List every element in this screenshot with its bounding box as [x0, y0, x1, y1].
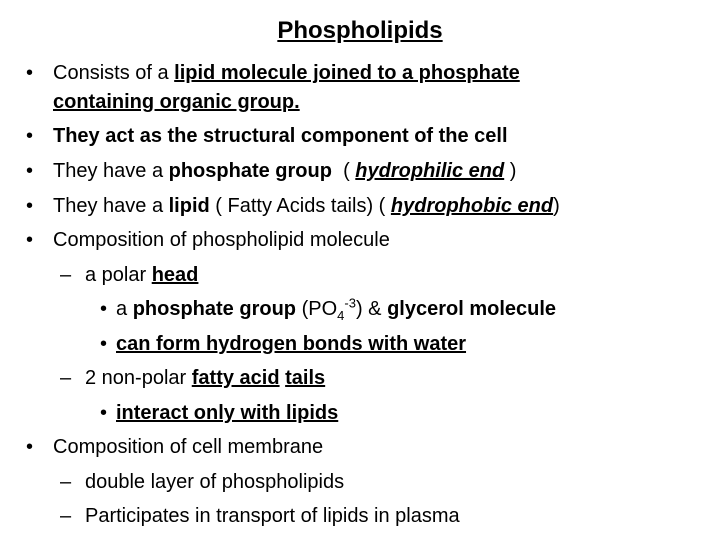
- slide-title: Phospholipids: [277, 17, 443, 44]
- bullet-marker: •: [26, 195, 34, 217]
- bullet-3-italic: hydrophilic end: [355, 160, 505, 182]
- sub-2-text: 2 non-polar: [85, 367, 192, 389]
- subsub-1-bold2: glycerol molecule: [387, 298, 557, 320]
- dash-marker: –: [60, 264, 72, 286]
- bullet-marker: •: [100, 333, 108, 355]
- bullet-marker: •: [26, 62, 34, 84]
- bullet-marker: •: [26, 229, 34, 251]
- bullet-3-bold: phosphate group: [168, 160, 332, 182]
- bullet-marker: •: [100, 402, 108, 424]
- bullet-4: [53, 189, 560, 223]
- dash-marker: –: [60, 367, 72, 389]
- bullet-marker: •: [26, 160, 34, 182]
- bullet-2: They act as the structural component of the cell: [53, 125, 508, 147]
- bullet-4-text: They have a: [53, 195, 169, 217]
- subsub-1-mid: (PO: [296, 298, 338, 320]
- sub-1: [85, 258, 198, 292]
- bullet-marker: •: [100, 298, 108, 320]
- dash-marker: –: [60, 471, 72, 493]
- bullet-1-emphasis: lipid molecule joined to a phosphate: [174, 62, 520, 84]
- sub-4: Participates in transport of lipids in plasma: [85, 505, 460, 527]
- subsub-1-subscript: 4: [337, 308, 345, 323]
- bullet-3-mid: (: [331, 160, 356, 182]
- bullet-3-text: They have a: [53, 160, 169, 182]
- bullet-marker: •: [26, 436, 34, 458]
- bullet-4-post: ): [553, 195, 560, 217]
- bullet-marker: •: [26, 125, 34, 147]
- sub-1-text: a polar: [85, 264, 152, 286]
- bullet-5: Composition of phospholipid molecule: [53, 229, 390, 251]
- subsub-3: interact only with lipids: [116, 402, 339, 424]
- subsub-2: can form hydrogen bonds with water: [116, 333, 467, 355]
- sub-2-tails: tails: [285, 367, 326, 389]
- bullet-4-mid: ( Fatty Acids tails) (: [209, 195, 391, 217]
- subsub-1: [116, 292, 556, 326]
- sub-2: [85, 361, 325, 395]
- sub-3: double layer of phospholipids: [85, 471, 345, 493]
- subsub-1-post: ) &: [355, 298, 388, 320]
- sub-1-head: head: [151, 264, 199, 286]
- bullet-4-italic: hydrophobic end: [390, 195, 554, 217]
- subsub-1-text: a: [116, 298, 133, 320]
- bullet-1-line-2: containing organic group.: [53, 91, 300, 113]
- subsub-1-superscript: -3: [344, 295, 356, 311]
- bullet-6: Composition of cell membrane: [53, 436, 324, 458]
- subsub-1-bold: phosphate group: [132, 298, 297, 320]
- sub-2-fatty: fatty acid: [191, 367, 280, 389]
- bullet-4-bold: lipid: [168, 195, 210, 217]
- dash-marker: –: [60, 505, 72, 527]
- bullet-3: [53, 154, 516, 188]
- bullet-3-post: ): [504, 160, 517, 182]
- bullet-1-text: Consists of a: [53, 62, 175, 84]
